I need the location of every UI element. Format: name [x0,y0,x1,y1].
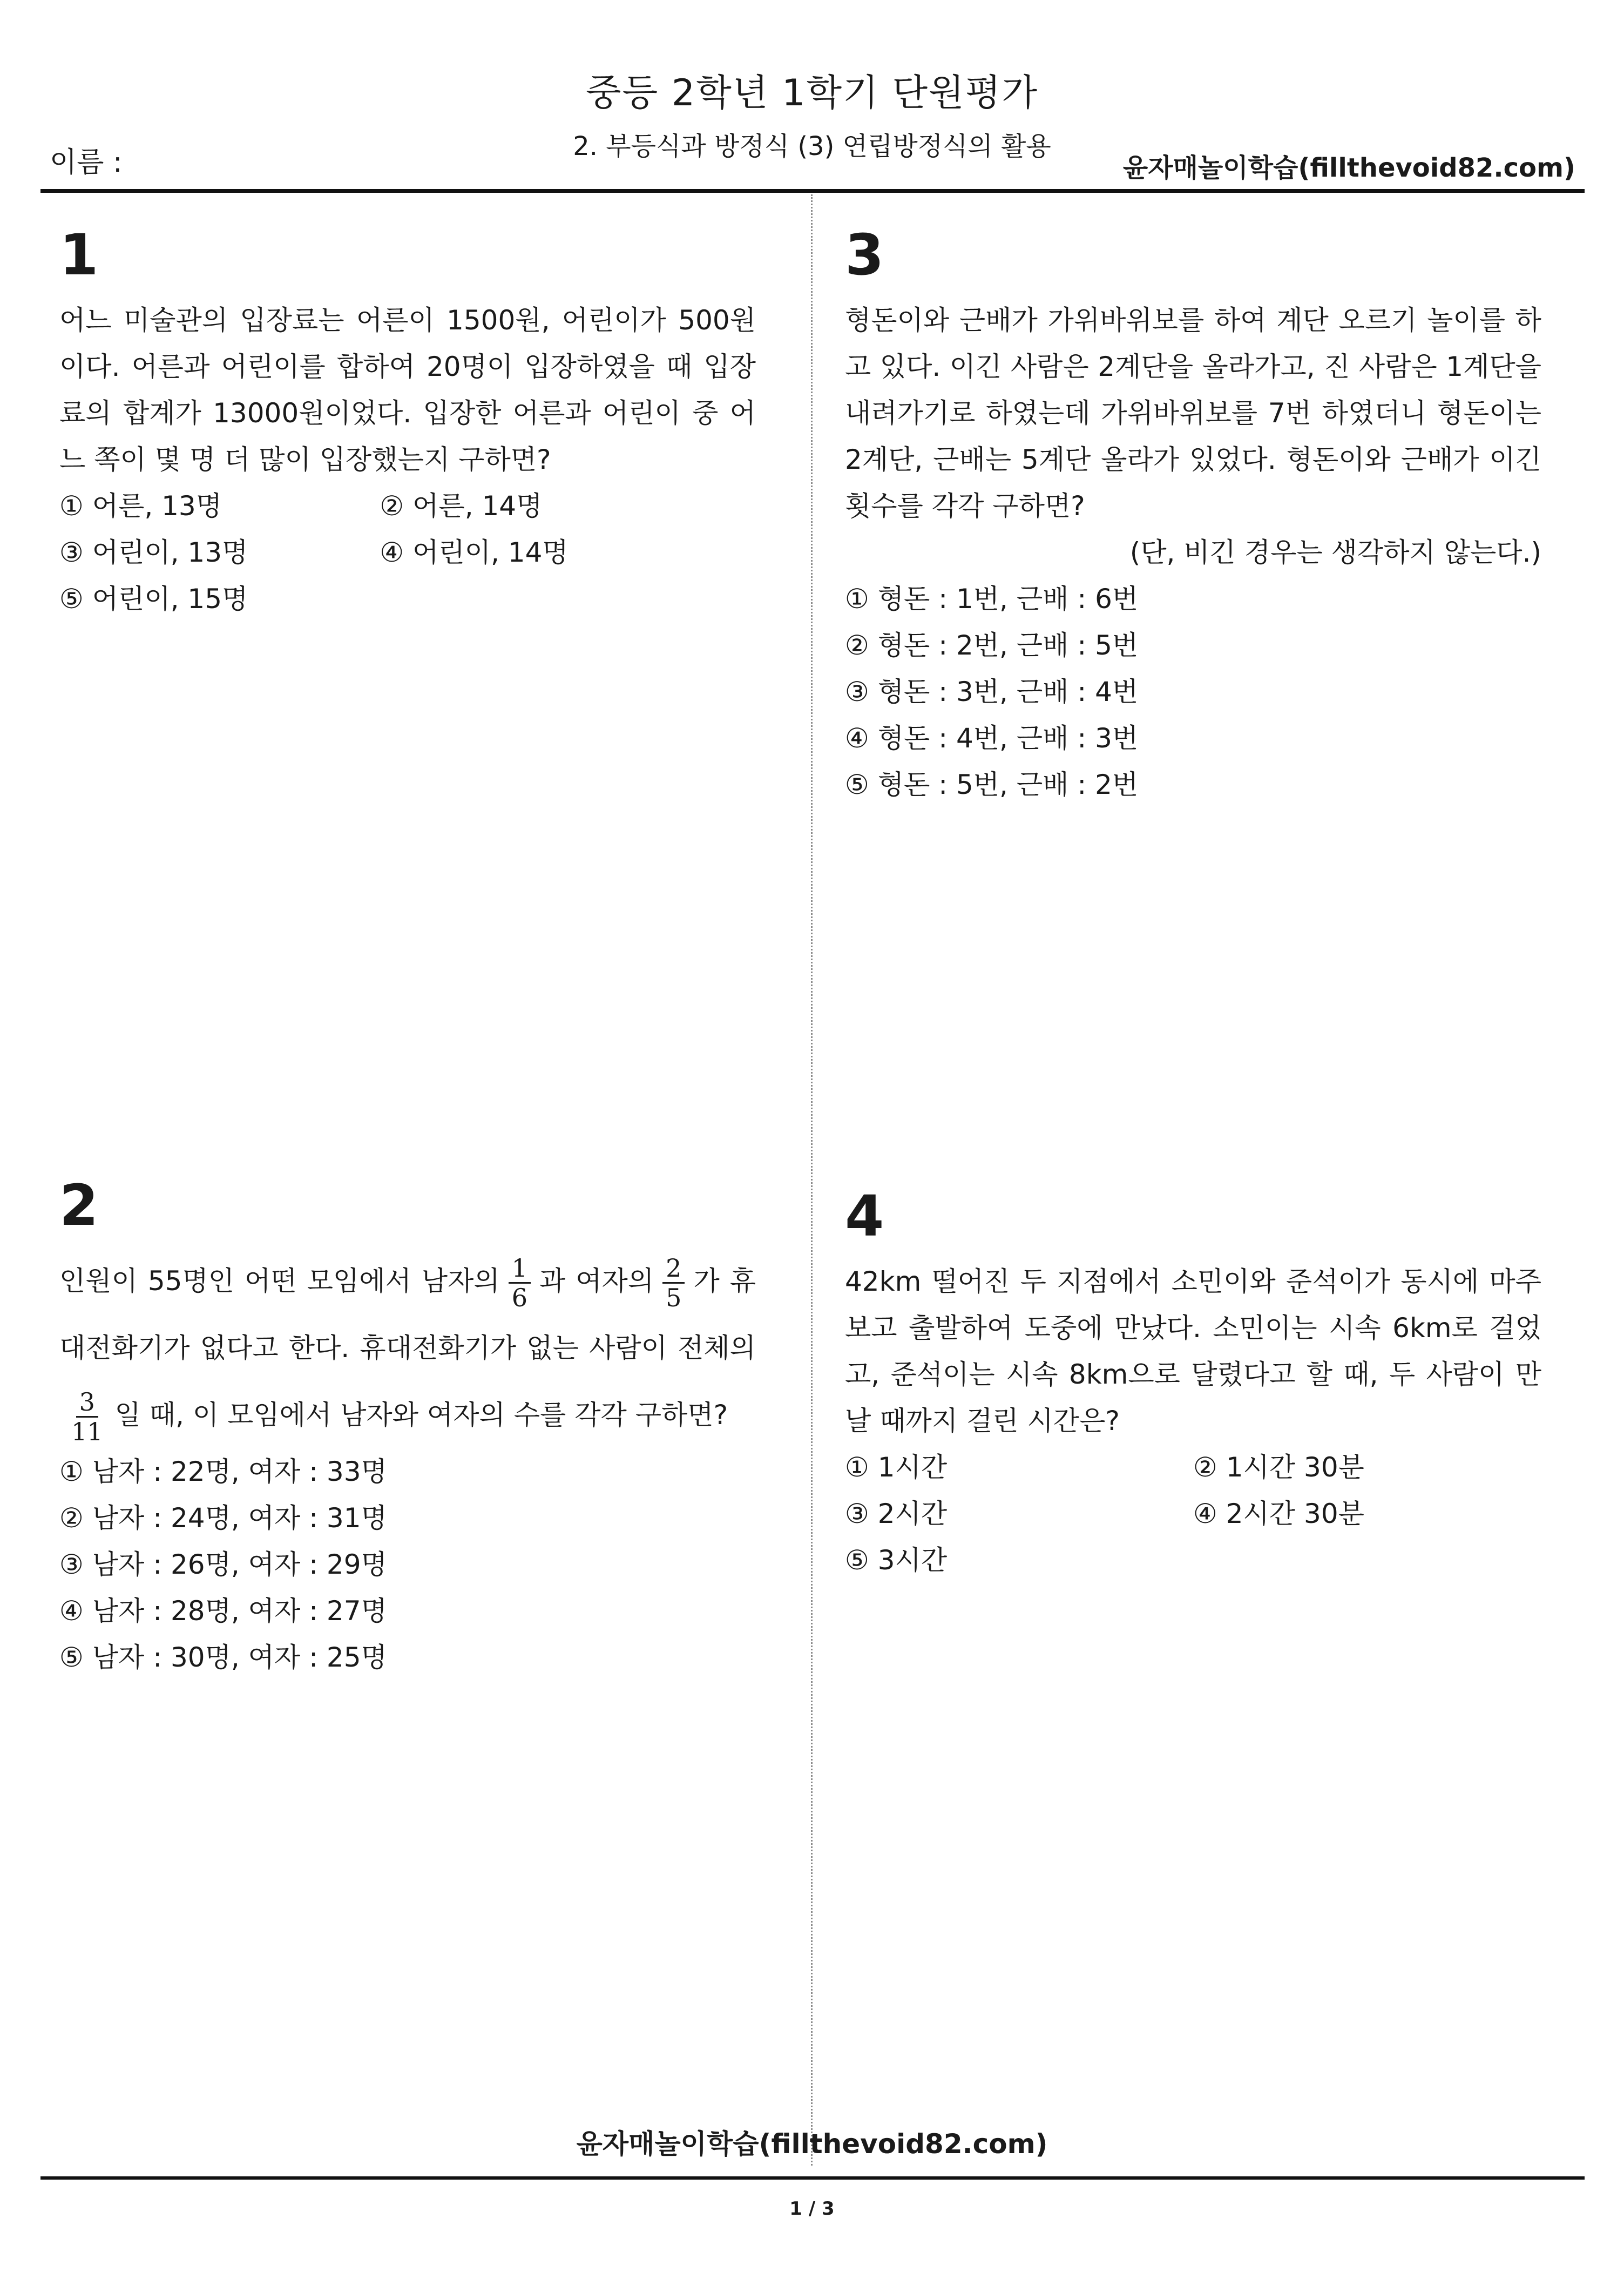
footer-brand: 윤자매놀이학습(fillthevoid82.com) [576,2128,1048,2160]
fraction-denominator: 5 [666,1283,682,1312]
name-label: 이름 : [50,146,123,179]
fraction-denominator: 11 [71,1417,103,1446]
choice-list [845,1444,1541,1583]
choice-5[interactable]: ⑤ 남자 : 30명, 여자 : 25명 [59,1642,387,1673]
choice-5[interactable]: ⑤ 형돈 : 5번, 근배 : 2번 [845,769,1139,800]
choice-1[interactable]: ① 남자 : 22명, 여자 : 33명 [59,1456,387,1487]
fraction-denominator: 6 [511,1283,527,1312]
fraction [509,1255,531,1311]
question-number: 1 [59,222,99,288]
question-text: 어느 미술관의 입장료는 어른이 1500원, 어린이가 500원이다. 어른과 어린이를 합하여 20명이 입장하였을 때 입장료의 합계가 13000원이었다. 입장한 어른과 어린이 중 어느 쪽이 몇 명 더 많이 입장했는지 구하면? [59,305,756,475]
choice-1[interactable]: ① 어른, 13명 [59,490,222,522]
choice-list [59,1448,756,1681]
column-divider [811,194,813,2166]
question-number: 4 [845,1183,884,1249]
fraction [662,1255,685,1311]
unit-subtitle: 2. 부등식과 방정식 (3) 연립방정식의 활용 [573,131,1051,161]
page-title: 중등 2학년 1학기 단원평가 [585,72,1039,114]
question-2 [59,1172,756,1681]
question-4 [845,1183,1541,1583]
choice-4[interactable]: ④ 2시간 30분 [1193,1498,1364,1529]
fraction-numerator: 2 [662,1255,685,1284]
question-1 [59,222,756,622]
choice-5[interactable]: ⑤ 어린이, 15명 [59,583,248,615]
choice-4[interactable]: ④ 남자 : 28명, 여자 : 27명 [59,1595,387,1627]
choice-3[interactable]: ③ 형돈 : 3번, 근배 : 4번 [845,676,1139,707]
page-number: 1 / 3 [789,2198,835,2220]
fraction [68,1389,106,1445]
question-text: 42km 떨어진 두 지점에서 소민이와 준석이가 동시에 마주보고 출발하여 도중에 만났다. 소민이는 시속 6km로 걸었고, 준석이는 시속 8km으로 달렸다고 할 때, 두 사람이 만날 때까지 걸린 시간은? [845,1266,1541,1437]
choice-list [845,576,1541,808]
choice-2[interactable]: ② 1시간 30분 [1193,1452,1364,1483]
choice-3[interactable]: ③ 남자 : 26명, 여자 : 29명 [59,1549,387,1580]
choice-3[interactable]: ③ 2시간 [845,1498,948,1529]
choice-4[interactable]: ④ 형돈 : 4번, 근배 : 3번 [845,723,1139,754]
question-number: 2 [59,1172,99,1238]
question-note: (단, 비긴 경우는 생각하지 않는다.) [1129,537,1541,568]
header-rule [40,189,1585,193]
question-3 [845,222,1541,808]
question-text-part: 과 여자의 [539,1265,654,1297]
choice-list [59,483,756,622]
question-number: 3 [845,222,884,288]
choice-3[interactable]: ③ 어린이, 13명 [59,537,248,568]
question-text-part: 일 때, 이 모임에서 남자와 여자의 수를 각각 구하면? [114,1399,728,1431]
fraction-numerator: 1 [509,1255,531,1284]
choice-1[interactable]: ① 1시간 [845,1452,948,1483]
fraction-numerator: 3 [76,1389,98,1418]
choice-2[interactable]: ② 형돈 : 2번, 근배 : 5번 [845,630,1139,661]
choice-4[interactable]: ④ 어린이, 14명 [380,537,569,568]
question-text-part: 인원이 55명인 어떤 모임에서 남자의 [59,1265,500,1297]
question-text-part: 가 휴대전화기가 없다고 한다. 휴대전화기가 없는 사람이 전체의 [59,1265,756,1364]
footer-rule [40,2176,1585,2180]
question-text [59,1247,756,1448]
choice-1[interactable]: ① 형돈 : 1번, 근배 : 6번 [845,583,1139,615]
choice-5[interactable]: ⑤ 3시간 [845,1545,948,1576]
question-text: 형돈이와 근배가 가위바위보를 하여 계단 오르기 놀이를 하고 있다. 이긴 사람은 2계단을 올라가고, 진 사람은 1계단을 내려가기로 하였는데 가위바위보를 7번 하였더니 형돈이는 2계단, 근배는 5계단 올라가 있었다. 형돈이와 근배가 이긴 횟수를 각각 구하면? [845,305,1541,522]
header-brand: 윤자매놀이학습(fillthevoid82.com) [1122,153,1575,183]
choice-2[interactable]: ② 남자 : 24명, 여자 : 31명 [59,1502,387,1534]
choice-2[interactable]: ② 어른, 14명 [380,490,543,522]
